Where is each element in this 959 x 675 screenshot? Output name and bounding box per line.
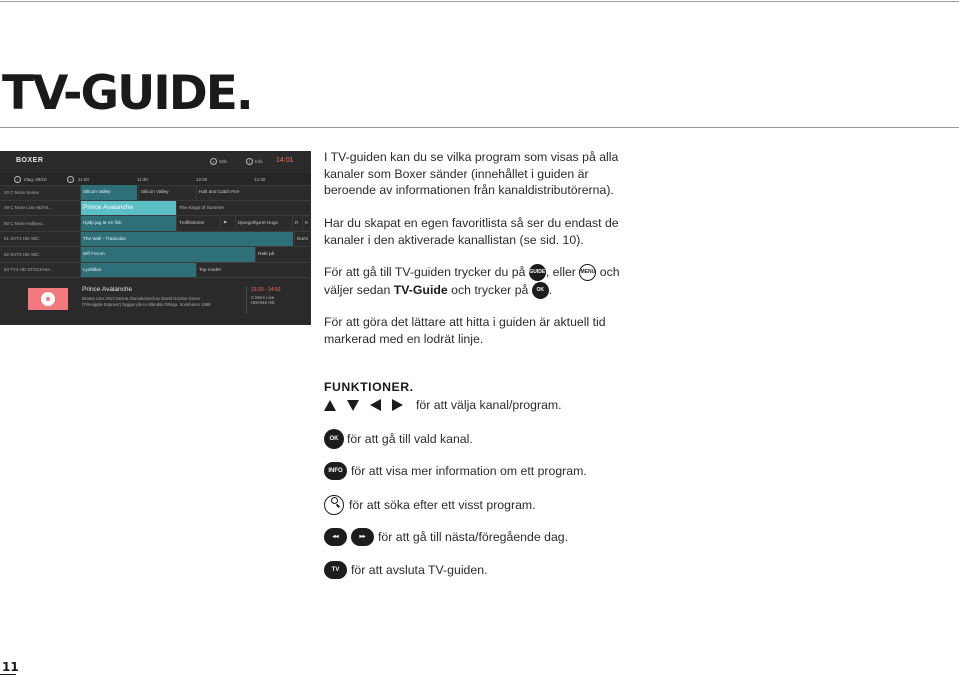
function-text: för att gå till nästa/föregående dag. [378, 530, 569, 544]
function-tv [324, 561, 488, 579]
function-search [324, 495, 536, 515]
function-text: för att välja kanal/program. [416, 398, 562, 412]
intro-paragraph [324, 149, 944, 199]
detail-title: Prince Avalanche [82, 286, 133, 293]
function-info [324, 462, 587, 480]
fast-forward-icon: ▸▸ [351, 528, 374, 546]
chevron-right-icon[interactable]: › [67, 176, 74, 183]
functions-heading: FUNKTIONER. [324, 380, 414, 394]
arrow-left-icon [370, 399, 381, 411]
tv-clock: 14:01 [276, 157, 294, 164]
page-title: TV-GUIDE. [2, 66, 252, 121]
tv-search-button[interactable] [210, 158, 227, 165]
ok-button-icon: OK [324, 429, 344, 449]
tv-button-icon: TV [324, 561, 347, 579]
tv-program[interactable]: K [302, 216, 311, 231]
info-button-icon: INFO [324, 462, 347, 480]
tv-header [0, 151, 311, 173]
menu-button-icon: MENU [579, 264, 596, 281]
text-fragment: och [599, 265, 620, 279]
tv-channel-row[interactable] [0, 201, 311, 217]
info-icon: i [246, 158, 253, 165]
function-ok [324, 429, 473, 449]
function-text: för att söka efter ett visst program. [349, 498, 536, 512]
function-day [324, 528, 568, 546]
bell-icon: ⚑ [220, 216, 234, 231]
tv-channel-name: 50 C More Hollywo... [4, 220, 46, 226]
tv-channel-name: 49 C More Live HD/Ht... [4, 205, 52, 210]
text-bold: TV-Guide [393, 282, 448, 297]
arrow-right-icon [392, 399, 403, 411]
function-text: för att avsluta TV-guiden. [351, 563, 488, 577]
text-line: kanaler som Boxer sänder (innehållet i guiden är [324, 166, 589, 181]
arrow-keys [324, 399, 403, 411]
search-icon: ⌕ [210, 158, 217, 165]
text-line: markerad med en lodrät linje. [324, 331, 484, 346]
function-arrows [324, 398, 562, 412]
tv-time-label: 11:30 [137, 177, 148, 182]
arrow-up-icon [324, 400, 336, 411]
tv-search-label: Sök [219, 159, 227, 164]
tv-program[interactable]: Silicon Valley [80, 185, 137, 200]
tv-date[interactable] [14, 176, 47, 183]
text-fragment: och trycker på [451, 282, 529, 297]
tv-program[interactable]: Trollhistorier [176, 216, 220, 231]
tv-info-button[interactable] [246, 158, 263, 165]
detail-time: 13:20 - 14:50 [251, 287, 281, 293]
tv-program[interactable]: Silicon Valley [138, 185, 195, 200]
detail-channel: C More Live [251, 295, 275, 300]
tv-date-label: Idag, 09/10 [24, 177, 47, 182]
text-fragment: , eller [545, 265, 576, 279]
tv-channel-name: 62 SVT2 HD ABC [4, 251, 40, 257]
chevron-left-icon: ‹ [14, 176, 21, 183]
tv-time-label: 12:30 [254, 177, 266, 182]
tv-time-label: 12:00 [196, 177, 208, 182]
title-rule [0, 127, 959, 128]
tv-program[interactable]: Hjälp jag är en fisk [80, 216, 176, 231]
top-rule [0, 1, 959, 2]
favorites-paragraph [324, 215, 944, 248]
text-fragment: . [548, 282, 553, 297]
tv-program[interactable]: Wfl Forum [80, 247, 255, 262]
tv-program[interactable]: Halt and Catch Fire [196, 185, 311, 200]
tv-program[interactable]: Domi [294, 232, 311, 247]
function-text: för att visa mer information om ett program. [351, 464, 587, 478]
tv-program-selected[interactable]: Prince Avalanche [80, 201, 176, 216]
tv-program[interactable]: Rakt på [255, 247, 311, 262]
ok-button-icon: OK [532, 282, 549, 299]
detail-divider [246, 286, 247, 314]
tv-channel-name: 63 TV3 HD STOCKHO... [4, 267, 54, 272]
search-icon [324, 495, 344, 515]
detail-channel: HD/ANS HD [251, 300, 275, 305]
text-line: I TV-guiden kan du se vilka program som visas på alla [324, 150, 619, 164]
rewind-icon: ◂◂ [324, 528, 347, 546]
tv-program[interactable]: Top model [196, 263, 311, 278]
tv-channel-row[interactable] [0, 232, 311, 248]
tv-time-label: 11:00 [78, 177, 89, 182]
text-line: kanaler i den aktiverade kanallistan (se sid. 10). [324, 232, 584, 247]
tv-info-label: Info [255, 159, 263, 164]
tv-channel-row[interactable] [0, 185, 311, 201]
arrow-down-icon [347, 400, 359, 411]
open-guide-paragraph [324, 264, 944, 299]
tv-channel-row[interactable] [0, 247, 311, 263]
detail-description: ('Pineapple Express') bygger på en isländsk förlaga. Sommaren 1988 [82, 302, 211, 307]
tv-program[interactable]: Lyxfällan [80, 263, 196, 278]
function-text: för att gå till vald kanal. [347, 432, 473, 446]
timeline-paragraph [324, 314, 944, 347]
guide-button-icon: GUIDE [529, 264, 546, 281]
tv-guide-screenshot [0, 151, 311, 325]
tv-program[interactable]: R [292, 216, 302, 231]
page-number: 11 [2, 660, 19, 674]
tv-channel-row[interactable] [0, 263, 311, 279]
text-line: För att göra det lättare att hitta i guiden är aktuell tid [324, 315, 606, 329]
tv-program[interactable]: The Wall - Tradvolan [80, 232, 293, 247]
text-fragment: väljer sedan [324, 282, 391, 297]
text-line: beroende av informationen från kanaldistributörerna). [324, 183, 614, 198]
boxer-logo: BOXER [16, 157, 44, 164]
tv-program-detail [0, 278, 311, 325]
tv-channel-row[interactable] [0, 216, 311, 232]
text-line: Har du skapat en egen favoritlista så ser du endast de [324, 216, 619, 230]
tv-program[interactable]: The Kings of Summer [176, 201, 311, 216]
detail-description: Drama USA 2013 Denna dramakomedi av David Gordon Green [82, 296, 201, 301]
film-reel-icon [41, 292, 55, 306]
text-fragment: För att gå till TV-guiden trycker du på [324, 265, 526, 279]
tv-program[interactable]: Djungelhjuret Hugo [235, 216, 291, 231]
tv-channel-name: 20 C More Series [4, 189, 40, 195]
tv-channel-name: 61 SVT1 HD ABC [4, 236, 40, 241]
